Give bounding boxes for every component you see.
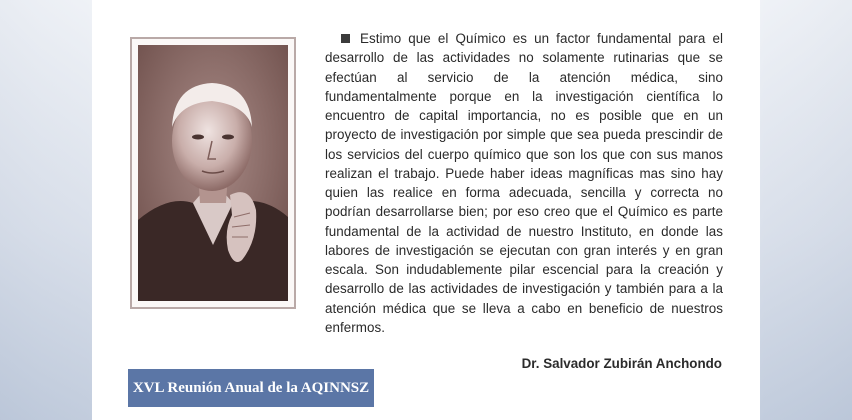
left-backdrop xyxy=(0,0,92,420)
right-backdrop xyxy=(760,0,852,420)
square-bullet-icon xyxy=(341,34,350,43)
quote-paragraph xyxy=(325,29,723,337)
event-banner: XVL Reunión Anual de la AQINNSZ xyxy=(128,369,374,407)
portrait-frame xyxy=(130,37,296,309)
quote-text: Estimo que el Químico es un factor fundamental para el desarrollo de las actividades no solamente rutinarias que se efectúan al servicio de la atención médica, sino fundamentalmente porque en la investigación científica lo encuentro de capital importancia, no es posible que en un proyecto de investigación por simple que sea pueda prescindir de los servicios del cuerpo químico que son los que con sus manos realizan el trabajo. Puede haber ideas magníficas mas sino hay quien las realice en forma adecuada, sencilla y correcta no podrían desarrollarse bien; por eso creo que el Químico es parte fundamental de la actividad de nuestro Instituto, en donde las labores de investigación se ejecutan con gran interés y en gran escala. Son indudablemente pilar escencial para la creación y desarrollo de las actividades de investigación y también para a la atención médica que se lleva a cabo en beneficio de nuestros enfermos. xyxy=(325,31,723,335)
portrait-photo xyxy=(138,45,288,301)
signature-name: Dr. Salvador Zubirán Anchondo xyxy=(521,356,722,371)
